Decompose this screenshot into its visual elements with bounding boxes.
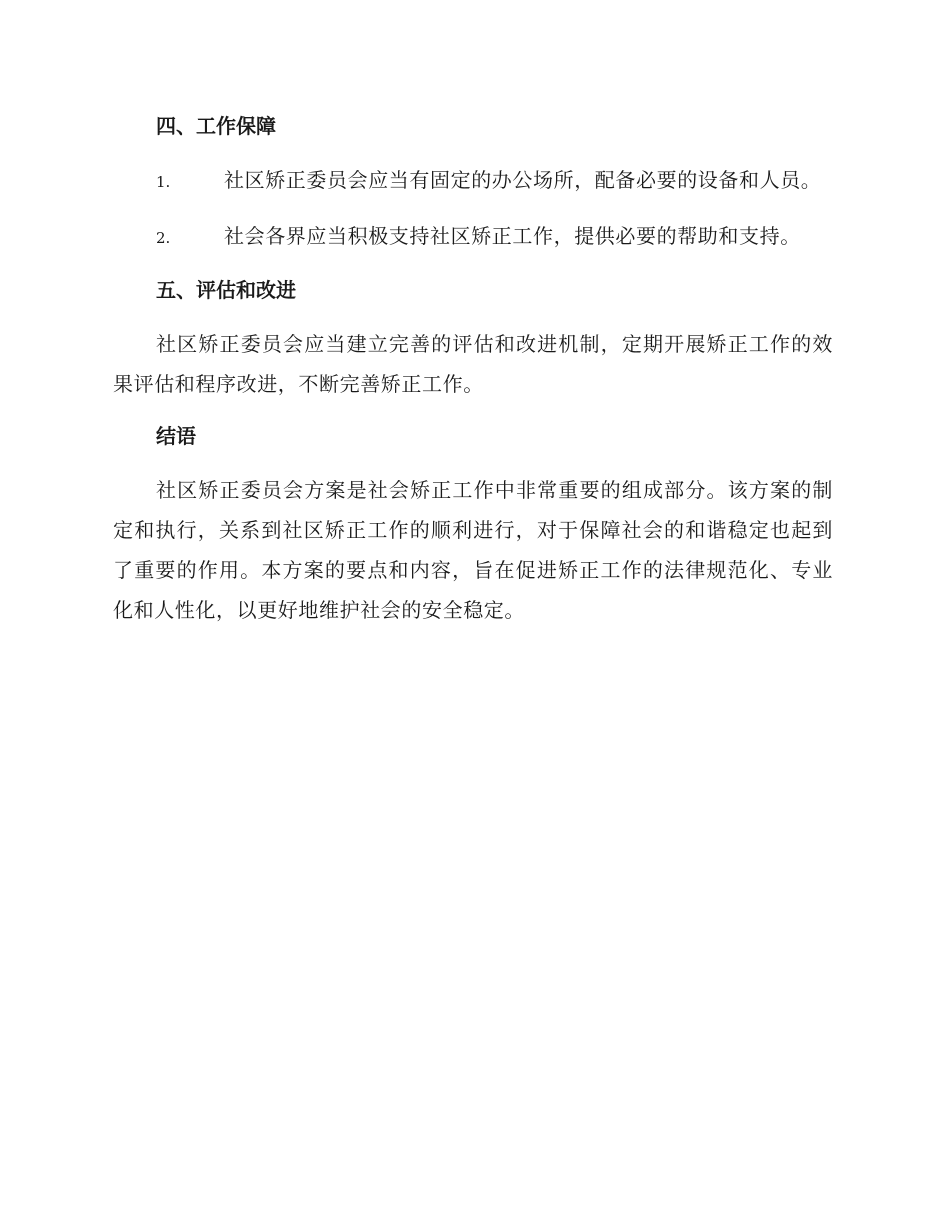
list-item-number: 2. (156, 229, 171, 247)
section-heading-conclusion: 结语 (156, 424, 196, 448)
list-item-text: 社会各界应当积极支持社区矫正工作，提供必要的帮助和支持。 (224, 224, 801, 248)
list-item-text: 社区矫正委员会应当有固定的办公场所，配备必要的设备和人员。 (224, 168, 822, 192)
list-item-number: 1. (156, 173, 171, 191)
list-item (113, 216, 833, 258)
section-heading-work-guarantee: 四、工作保障 (156, 114, 276, 138)
document-page (113, 108, 833, 644)
conclusion-paragraph: 社区矫正委员会方案是社会矫正工作中非常重要的组成部分。该方案的制定和执行，关系到社区矫正工作的顺利进行，对于保障社会的和谐稳定也起到了重要的作用。本方案的要点和内容，旨在促进矫正工作的法律规范化、专业化和人性化，以更好地维护社会的安全稳定。 (113, 478, 833, 622)
evaluation-paragraph: 社区矫正委员会应当建立完善的评估和改进机制，定期开展矫正工作的效果评估和程序改进，不断完善矫正工作。 (113, 332, 833, 396)
section-heading-evaluation: 五、评估和改进 (156, 278, 296, 302)
list-item (113, 160, 833, 202)
